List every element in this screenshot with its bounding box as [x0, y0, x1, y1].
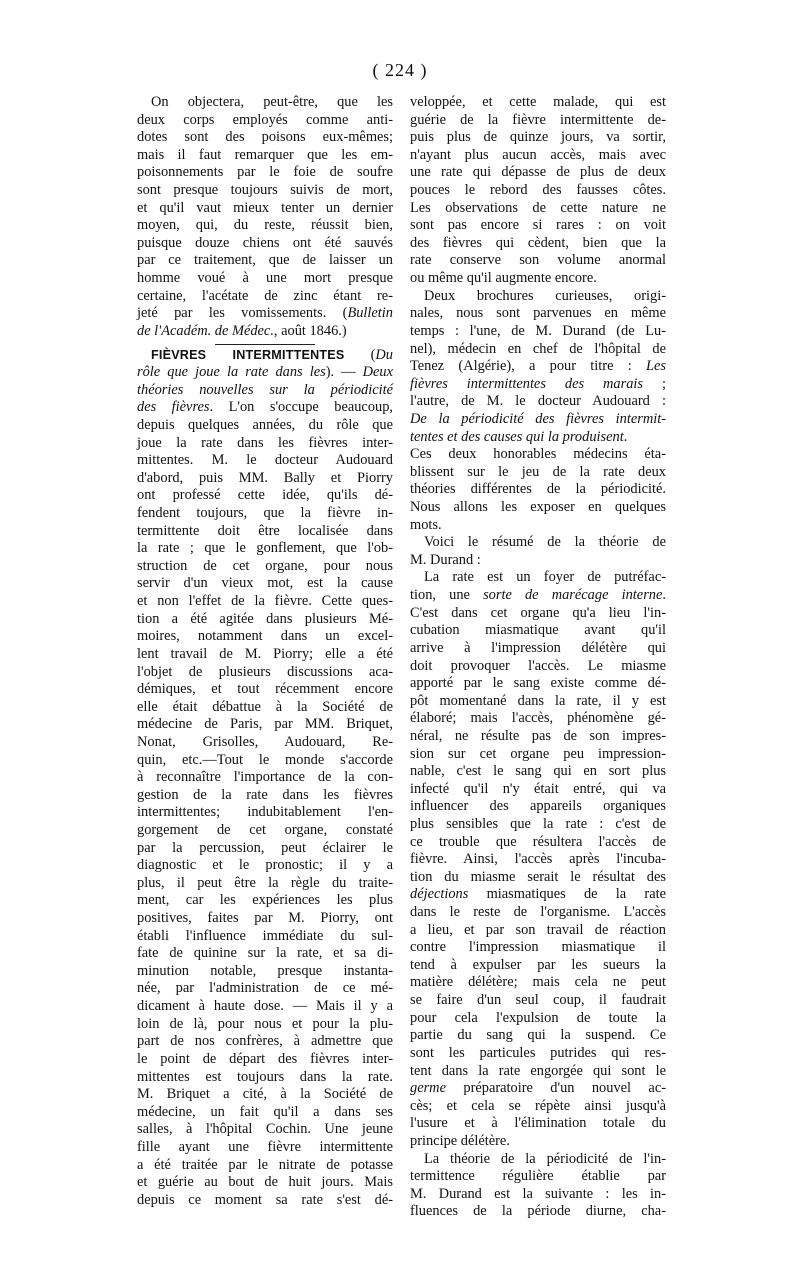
- text-line: dotes sont des poisons eux-mêmes;: [137, 129, 393, 146]
- text-line: gestion de la rate dans les fièvres: [137, 786, 393, 803]
- text-line: sont pas encore si rares : on voit: [410, 217, 666, 234]
- text-line: pouces le rebord des fausses côtes.: [410, 182, 666, 199]
- text-line: temps : l'une, de M. Durand (de Lu-: [410, 322, 666, 339]
- text-line: l'autre, de M. le docteur Audouard :: [410, 393, 666, 410]
- text-line: Nonat, Grisolles, Audouard, Re-: [137, 733, 393, 750]
- text-line: établi l'influence immédiate du sul-: [137, 927, 393, 944]
- text-line: dicament à haute dose. — Mais il y a: [137, 998, 393, 1015]
- text-line: fièvres intermittentes des marais ;: [410, 375, 666, 392]
- text-line: depuis quelques années, du rôle que: [137, 416, 393, 433]
- text-line: servir d'un vieux mot, est la cause: [137, 575, 393, 592]
- text-line: La théorie de la périodicité de l'in-: [424, 1150, 666, 1167]
- text-line: l'objet de plusieurs discussions aca-: [137, 663, 393, 680]
- text-line: sion sur cet organe peu impression-: [410, 745, 666, 762]
- text-line: pour cela l'expulsion de toute la: [410, 1009, 666, 1026]
- text-line: FIÈVRES INTERMITTENTES (Du: [151, 346, 393, 363]
- text-line: médecine de Paris, par MM. Briquet,: [137, 716, 393, 733]
- text-line: théories différentes de la périodicité.: [410, 481, 666, 498]
- text-line: et non l'effet de la fièvre. Cette ques-: [137, 593, 393, 610]
- text-line: puis plus de quinze jours, va sortir,: [410, 129, 666, 146]
- text-line: principe délétère.: [410, 1132, 510, 1149]
- text-line: ment, car les expériences les plus: [137, 892, 393, 909]
- text-line: salles, à l'hôpital Cochin. Une jeune: [137, 1121, 393, 1138]
- text-line: termittence régulière établie par: [410, 1168, 666, 1185]
- text-line: plus sensibles que la rate : c'est de: [410, 815, 666, 832]
- text-line: deux corps employés comme anti-: [137, 111, 393, 128]
- text-line: et guérie au bout de huit jours. Mais: [137, 1174, 393, 1191]
- text-line: homme voué à une mort presque: [137, 270, 393, 287]
- text-line: termittente doit être localisée dans: [137, 522, 393, 539]
- text-line: joue la rate dans les fièvres inter-: [137, 434, 393, 451]
- text-line: guérie de la fièvre intermittente de-: [410, 111, 666, 128]
- text-line: depuis ce moment sa rate s'est dé-: [137, 1191, 393, 1208]
- section-divider: [137, 341, 393, 347]
- text-line: se faire d'un seul coup, il faudrait: [410, 992, 666, 1009]
- text-line: nable, c'est le sang qui en sort plus: [410, 763, 666, 780]
- text-line: Nous allons les exposer en quelques: [410, 499, 666, 516]
- text-line: mittentes. M. le docteur Audouard: [137, 452, 393, 469]
- text-line: certaine, l'acétate de zinc étant re-: [137, 287, 393, 304]
- text-line: germe préparatoire d'un nouvel ac-: [410, 1080, 666, 1097]
- text-line: veloppée, et cette malade, qui est: [410, 94, 666, 110]
- text-line: pôt momentané dans la rate, il y est: [410, 692, 666, 709]
- text-line: fendent toujours, que la fièvre in-: [137, 505, 393, 522]
- text-line: poisonnements par le foie de soufre: [137, 164, 393, 181]
- text-line: tent dans la rate engorgée qui sont le: [410, 1062, 666, 1079]
- text-line: la rate ; que le gonflement, que l'ob-: [137, 540, 393, 557]
- text-line: puisque douze chiens ont été sauvés: [137, 234, 393, 251]
- text-line: doit provoquer l'accès. Le miasme: [410, 657, 666, 674]
- text-line: a lieu, et par son travail de réaction: [410, 921, 666, 938]
- text-line: lent travail de M. Piorry; elle a été: [137, 645, 393, 662]
- right-text-column: [410, 94, 666, 1221]
- text-line: cubation miasmatique avant qu'il: [410, 622, 666, 639]
- text-line: fluences de la période diurne, cha-: [410, 1203, 666, 1220]
- text-line: médecine, un fait qu'il a dans ses: [137, 1103, 393, 1120]
- text-line: blissent sur le jeu de la rate deux: [410, 463, 666, 480]
- text-line: Les observations de cette nature ne: [410, 199, 666, 216]
- text-line: mots.: [410, 516, 442, 533]
- text-line: démiques, et tout récemment encore: [137, 681, 393, 698]
- text-line: ce trouble que résultera l'accès de: [410, 833, 666, 850]
- text-line: contre l'impression miasmatique il: [410, 939, 666, 956]
- text-line: théories nouvelles sur la périodicité: [137, 381, 393, 398]
- text-line: partie du sang qui la suspend. Ce: [410, 1027, 666, 1044]
- text-line: ou même qu'il augmente encore.: [410, 270, 597, 287]
- text-line: le point de départ des fièvres inter-: [137, 1050, 393, 1067]
- text-line: tion a été agitée dans plusieurs Mé-: [137, 610, 393, 627]
- text-line: née, par l'administration de ce mé-: [137, 980, 393, 997]
- text-line: de l'Académ. de Médec., août 1846.): [137, 322, 347, 339]
- text-line: La rate est un foyer de putréfac-: [424, 569, 666, 586]
- text-line: quin, etc.—Tout le monde s'accorde: [137, 751, 393, 768]
- text-line: Ces deux honorables médecins éta-: [410, 446, 666, 463]
- text-line: une rate qui dépasse de plus de deux: [410, 164, 666, 181]
- text-line: moyen, qui, du reste, réussit bien,: [137, 217, 393, 234]
- text-line: ont professé cette idée, qu'ils dé-: [137, 487, 393, 504]
- text-line: rate conserve son volume anormal: [410, 252, 666, 269]
- text-line: minution notable, presque instanta-: [137, 962, 393, 979]
- text-line: plus, il peut être la règle du traite-: [137, 874, 393, 891]
- text-line: M. Durand :: [410, 551, 481, 568]
- text-line: élaboré; mais l'accès, phénomène gé-: [410, 710, 666, 727]
- text-line: à reconnaître l'importance de la con-: [137, 769, 393, 786]
- text-line: elle était débattue à la Société de: [137, 698, 393, 715]
- text-line: l'usure et à l'élimination totale du: [410, 1115, 666, 1132]
- text-line: M. Briquet a cité, à la Société de: [137, 1086, 393, 1103]
- text-line: fate de quinine sur la rate, et sa di-: [137, 945, 393, 962]
- text-line: gorgement de cet organe, constaté: [137, 821, 393, 838]
- page-number: ( 224 ): [372, 60, 428, 80]
- text-line: des fièvres. L'on s'occupe beaucoup,: [137, 399, 394, 416]
- text-line: nel), médecin en chef de l'hôpital de: [410, 340, 666, 357]
- text-line: apporté par le sang existe comme dé-: [410, 675, 666, 692]
- text-line: loin de là, pour nous et pour la plu-: [137, 1015, 393, 1032]
- text-line: intermittentes; indubitablement l'en-: [137, 804, 393, 821]
- left-text-column: [137, 94, 393, 1209]
- text-line: Voici le résumé de la théorie de: [424, 534, 666, 551]
- text-line: Deux brochures curieuses, origi-: [424, 287, 666, 304]
- text-line: C'est dans cet organe qu'a lieu l'in-: [410, 604, 666, 621]
- text-line: positives, faites par M. Piorry, ont: [137, 910, 393, 927]
- text-line: déjections miasmatiques de la rate: [410, 886, 666, 903]
- text-line: fille ayant une fièvre intermittente: [137, 1138, 393, 1155]
- text-line: n'ayant plus aucun accès, mais avec: [410, 146, 666, 163]
- text-line: des fièvres qui cèdent, bien que la: [410, 234, 666, 251]
- text-line: influencer des appareils organiques: [410, 798, 666, 815]
- text-line: tentes et des causes qui la produisent.: [410, 428, 628, 445]
- text-line: par la percussion, peut éclairer le: [137, 839, 393, 856]
- text-line: Tenez (Algérie), a pour titre : Les: [410, 358, 666, 375]
- text-line: d'abord, puis MM. Bally et Piorry: [137, 469, 393, 486]
- text-line: sont les particules putrides qui res-: [410, 1044, 666, 1061]
- text-line: moires, notamment dans un excel-: [137, 628, 393, 645]
- text-line: tion, une sorte de marécage interne.: [410, 587, 666, 604]
- text-line: part de nos confrères, à admettre que: [137, 1033, 393, 1050]
- text-line: arrive à l'impression délétère qui: [410, 639, 666, 656]
- text-line: On objectera, peut-être, que les: [151, 94, 393, 110]
- text-line: cès; et cela se répète ainsi jusqu'à: [410, 1097, 666, 1114]
- text-line: jeté par les vomissements. (Bulletin: [137, 305, 393, 322]
- text-line: par ce traitement, que de laisser un: [137, 252, 393, 269]
- text-line: rôle que joue la rate dans les). — Deux: [137, 364, 393, 381]
- text-line: sont presque toujours suivis de mort,: [137, 182, 393, 199]
- text-line: diagnostic et le pronostic; il y a: [137, 857, 393, 874]
- text-line: tion du miasme serait le résultat des: [410, 868, 666, 885]
- text-line: mais il faut remarquer que les em-: [137, 146, 393, 163]
- text-line: dans le reste de l'organisme. L'accès: [410, 904, 666, 921]
- text-line: a été traitée par le nitrate de potasse: [137, 1156, 393, 1173]
- text-line: mittentes est toujours dans la rate.: [137, 1068, 393, 1085]
- text-line: néral, ne résulte pas de son impres-: [410, 727, 666, 744]
- text-line: nales, nous sont parvenues en même: [410, 305, 666, 322]
- text-line: fièvre. Ainsi, l'accès après l'incuba-: [410, 851, 666, 868]
- text-line: M. Durand est la suivante : les in-: [410, 1185, 666, 1202]
- text-line: matière délétère; mais cela ne peut: [410, 974, 666, 991]
- text-line: struction de cet organe, pour nous: [137, 557, 393, 574]
- text-line: tend à expulser par les sueurs la: [410, 956, 666, 973]
- text-line: infecté qu'il n'y était entré, qui va: [410, 780, 666, 797]
- text-line: De la périodicité des fièvres intermit-: [410, 410, 666, 427]
- text-line: et qu'il vaut mieux tenter un dernier: [137, 199, 393, 216]
